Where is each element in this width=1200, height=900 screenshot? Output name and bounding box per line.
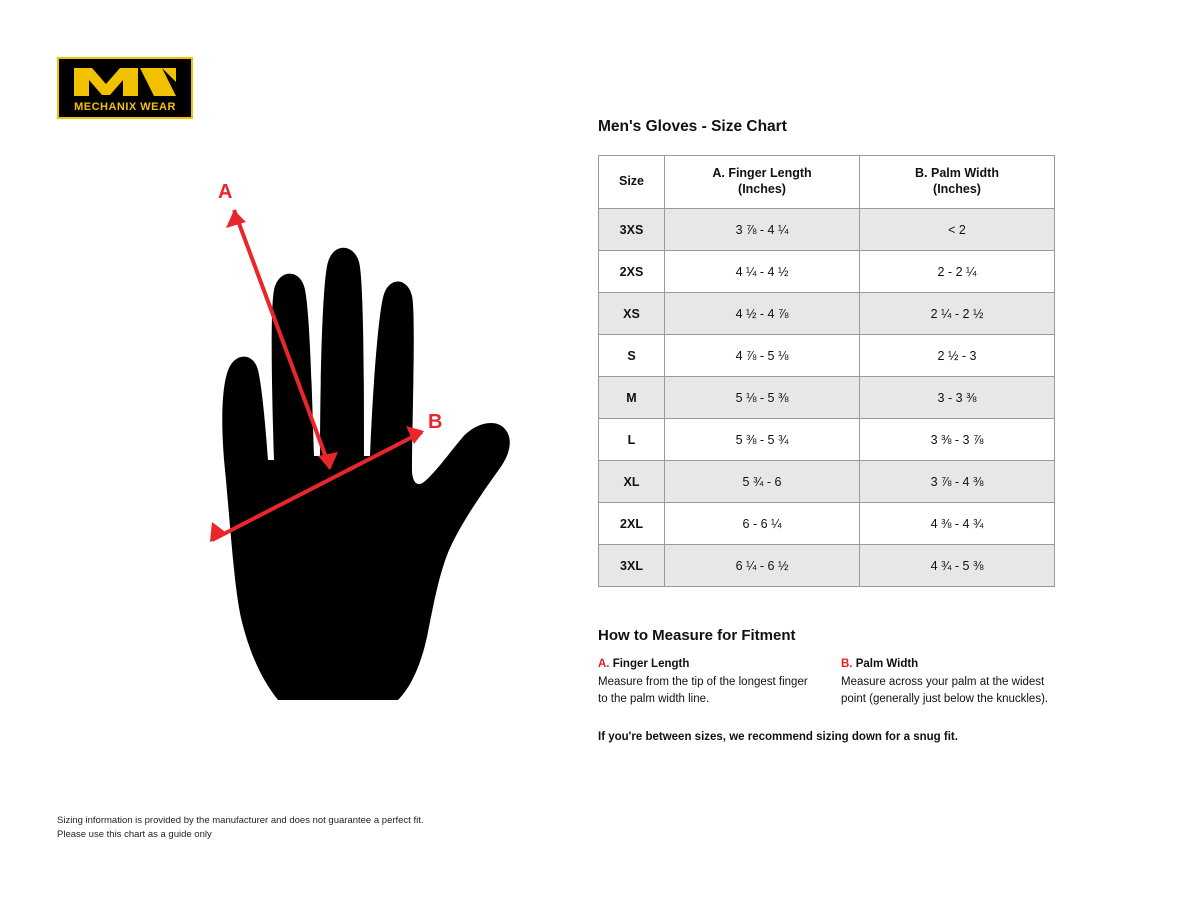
palm-width-unit: (Inches) [933,182,981,196]
how-to-label-b [841,658,1063,670]
size-chart-table [598,155,1055,587]
cell-size: XL [599,461,665,503]
cell-finger-length: 3 ⅞ - 4 ¼ [665,209,860,251]
hand-measurement-diagram [150,170,570,720]
cell-size: 3XL [599,545,665,587]
table-row [599,251,1055,293]
cell-palm-width: 3 ⅜ - 3 ⅞ [860,419,1055,461]
cell-size: 3XS [599,209,665,251]
cell-size: 2XS [599,251,665,293]
cell-finger-length: 5 ⅜ - 5 ¾ [665,419,860,461]
table-row [599,545,1055,587]
finger-length-title: A. Finger Length [712,166,812,181]
cell-palm-width: < 2 [860,209,1055,251]
finger-length-unit: (Inches) [738,182,786,196]
cell-finger-length: 5 ⅛ - 5 ⅜ [665,377,860,419]
label-b: B [428,411,443,433]
cell-finger-length: 4 ¼ - 4 ½ [665,251,860,293]
label-text-b: Palm Width [855,658,919,670]
cell-size: L [599,419,665,461]
how-to-item-b [841,658,1063,707]
marker-a: A. [598,658,610,670]
table-row [599,419,1055,461]
footer-line-1: Sizing information is provided by the manufacturer and does not guarantee a perfect fit. [57,814,424,826]
column-header-palm-width [860,156,1055,209]
cell-finger-length: 4 ⅞ - 5 ⅛ [665,335,860,377]
label-a: A [218,181,233,203]
cell-finger-length: 6 ¼ - 6 ½ [665,545,860,587]
cell-palm-width: 4 ¾ - 5 ⅜ [860,545,1055,587]
how-to-label-a [598,658,820,670]
cell-finger-length: 4 ½ - 4 ⅞ [665,293,860,335]
label-text-a: Finger Length [612,658,690,670]
cell-finger-length: 5 ¾ - 6 [665,461,860,503]
brand-name: MECHANIX WEAR [74,101,176,113]
cell-palm-width: 2 ½ - 3 [860,335,1055,377]
mechanix-m-icon [59,61,191,101]
column-header-finger-length [665,156,860,209]
table-row [599,293,1055,335]
chart-column [598,118,1068,743]
cell-finger-length: 6 - 6 ¼ [665,503,860,545]
open-hand-silhouette [222,248,510,700]
cell-palm-width: 3 ⅞ - 4 ⅜ [860,461,1055,503]
how-to-measure-title: How to Measure for Fitment [598,627,796,644]
table-row [599,335,1055,377]
marker-b: B. [841,658,853,670]
table-row [599,461,1055,503]
how-to-item-a [598,658,820,707]
palm-width-title: B. Palm Width [915,166,999,181]
cell-palm-width: 2 ¼ - 2 ½ [860,293,1055,335]
cell-palm-width: 4 ⅜ - 4 ¾ [860,503,1055,545]
cell-size: S [599,335,665,377]
table-row [599,503,1055,545]
table-row [599,377,1055,419]
page-title: Men's Gloves - Size Chart [598,118,787,135]
column-header-size: Size [599,156,665,209]
footer-line-2: Please use this chart as a guide only [57,828,212,840]
footer-disclaimer [57,814,424,843]
brand-logo [57,57,193,119]
cell-size: 2XL [599,503,665,545]
table-row [599,209,1055,251]
cell-size: XS [599,293,665,335]
cell-palm-width: 2 - 2 ¼ [860,251,1055,293]
how-to-text-b: Measure across your palm at the widest point (generally just below the knuckles). [841,676,1049,705]
table-header-row [599,156,1055,209]
cell-size: M [599,377,665,419]
how-to-measure-section [598,627,1068,743]
sizing-recommendation-note: If you're between sizes, we recommend sizing down for a snug fit. [598,731,958,744]
cell-palm-width: 3 - 3 ⅜ [860,377,1055,419]
how-to-text-a: Measure from the tip of the longest finger to the palm width line. [598,676,808,705]
